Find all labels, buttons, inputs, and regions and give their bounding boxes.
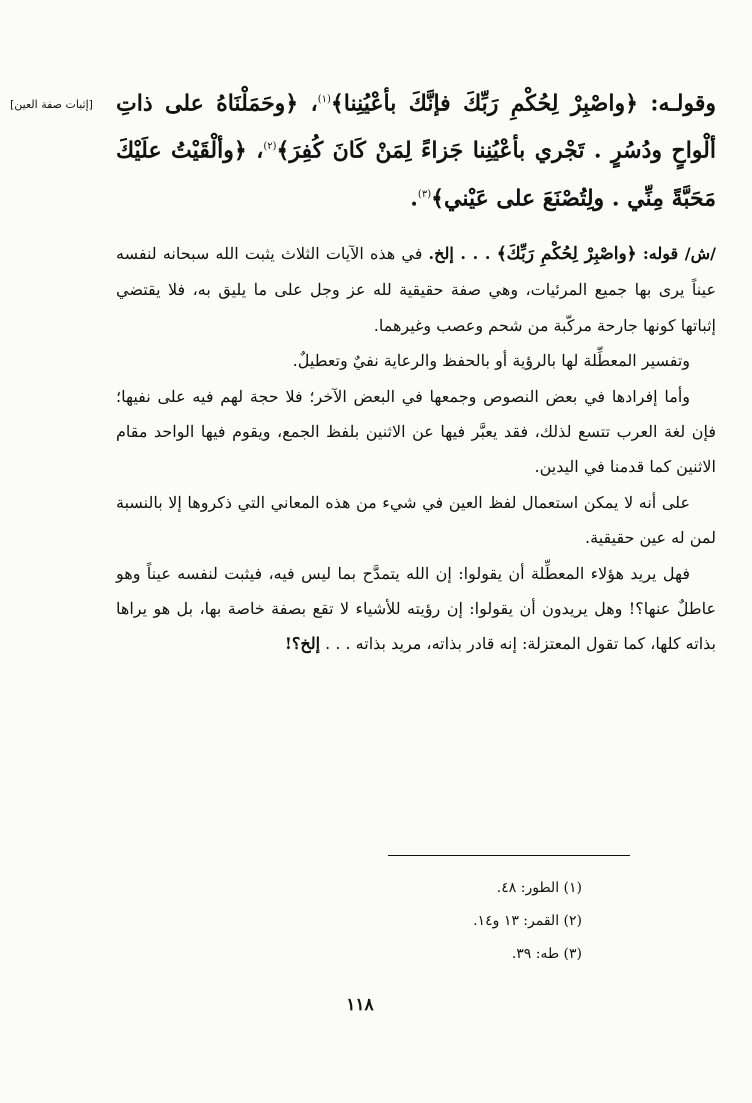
paragraph-5-end: إلخ؟!: [284, 634, 321, 654]
footnotes: [282, 872, 582, 971]
quoted-verse: ﴿واصْبِرْ لِحُكْمِ رَبِّكَ﴾: [496, 244, 637, 264]
commentary-marker: /ش/ قوله:: [642, 244, 717, 263]
verse-3: ﴿وألْقَيْتُ علَيْكَ مَحَبَّةً مِنِّي . ولِتُصْنَعَ على عَيْني﴾: [116, 137, 716, 211]
verse-2: ﴿وحَمَلْنَاهُ على ذاتِ ألْواحٍ ودُسُرٍ . تَجْري بأعْيُنِنا جَزاءً لِمَنْ كَانَ كُفِرَ﴾: [116, 90, 716, 164]
verse-1: ﴿واصْبِرْ لِحُكْمِ رَبِّكَ فإنَّكَ بأعْيُنِنا﴾: [330, 90, 638, 117]
footnote-ref-3[interactable]: (٣): [417, 188, 432, 200]
footnote-1: (١) الطور: ٤٨.: [496, 880, 582, 896]
etcetera: . . . إلخ.: [428, 244, 491, 263]
paragraph-1: [116, 236, 716, 343]
footnote-2: (٢) القمر: ١٣ و١٤.: [473, 913, 582, 929]
paragraph-5-text: فهل يريد هؤلاء المعطِّلة أن يقولوا: إن الله يتمدَّح بما ليس فيه، فيثبت لنفسه عيناً وهو عاطلٌ عنها؟! وهل يريدون أن يقولوا: إن رؤيته للأشياء لا تقع بصفة خاصة بها، بل هو يراها بذاته كلها، كما تقول المعتزلة: إنه قادر بذاته، مريد بذاته . . .: [116, 563, 716, 654]
verse-separator-1: ،: [310, 90, 318, 117]
paragraph-2: وتفسير المعطِّلة لها بالرؤية أو بالحفظ والرعاية نفيٌ وتعطيلٌ.: [292, 351, 690, 371]
footnote-3: (٣) طه: ٣٩.: [511, 946, 582, 962]
footnote-ref-1[interactable]: (١): [317, 94, 331, 105]
verse-intro: وقولـه:: [650, 90, 716, 117]
paragraph-1-text: في هذه الآيات الثلاث يثبت الله سبحانه لنفسه عيناً يرى بها جميع المرئيات، وهي صفة حقيقية لله عز وجل على ما يليق به، فلا يقتضي إثباتها كونها جارحة مركّبة من شحم وعصب وغيرهما.: [116, 244, 716, 335]
paragraph-3: وأما إفرادها في بعض النصوص وجمعها في البعض الآخر؛ فلا حجة لهم فيه على نفيها؛ فإن لغة العرب تتسع لذلك، فقد يعبَّر فيها عن الاثنين بلفظ الجمع، ويقوم فيها الواحد مقام الاثنين كما قدمنا في اليدين.: [116, 386, 716, 477]
margin-note: [إثبات صفة العين]: [10, 98, 93, 111]
footnote-divider: [388, 855, 630, 856]
verse-end: .: [410, 184, 418, 211]
paragraph-5: [116, 556, 716, 662]
commentary-text: [116, 236, 716, 662]
page-number: ١١٨: [346, 995, 374, 1015]
footnote-ref-2[interactable]: (٢): [263, 141, 277, 153]
verse-separator-2: ،: [256, 137, 264, 164]
paragraph-4: على أنه لا يمكن استعمال لفظ العين في شيء من هذه المعاني التي ذكروها إلا بالنسبة لمن له عين حقيقية.: [116, 492, 716, 548]
verse-block: [116, 78, 716, 220]
